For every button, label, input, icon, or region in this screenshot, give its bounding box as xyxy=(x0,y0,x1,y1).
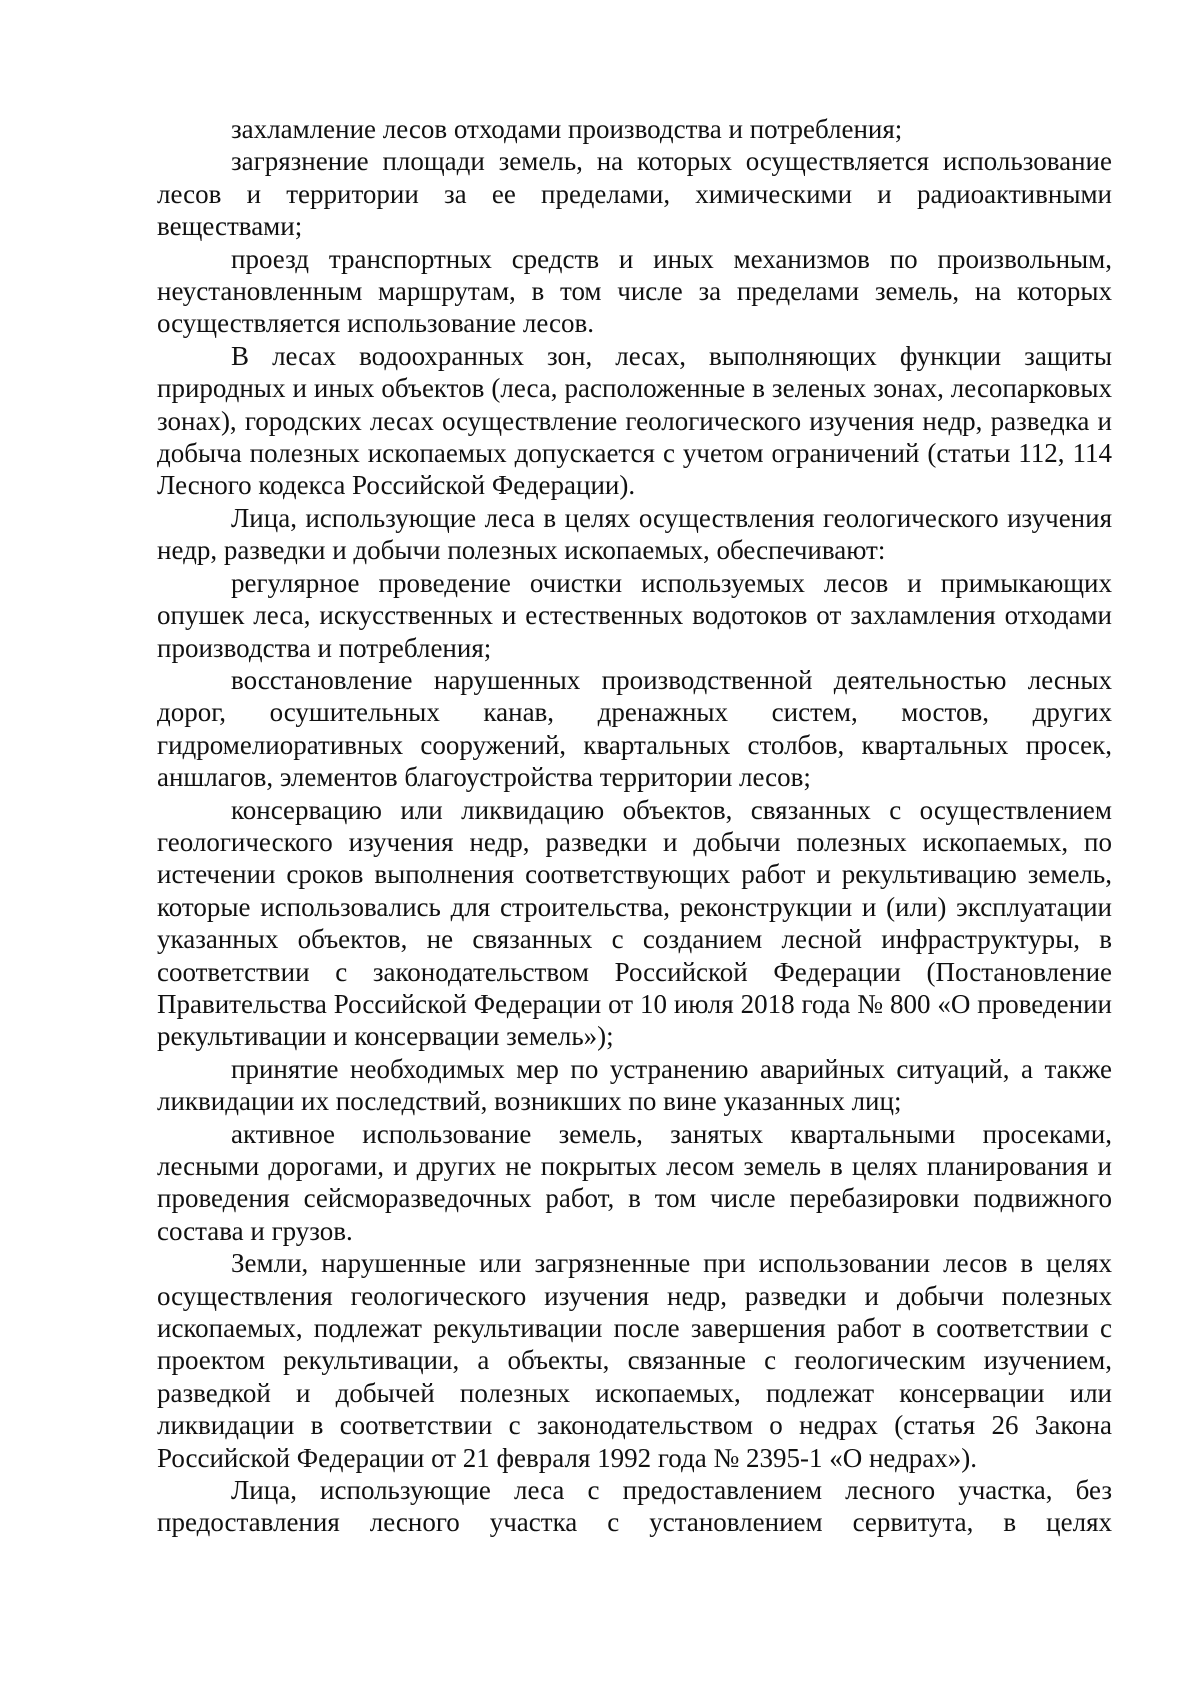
paragraph-persons-using-forests: Лица, использующие леса с предоставлением лесного участка, без предоставления лесного участка с установлением сервитута, в целях xyxy=(157,1475,1112,1538)
paragraph-protected-forests: В лесах водоохранных зон, лесах, выполняющих функции защиты природных и иных объектов (леса, расположенные в зеленых зонах, лесопарковых зонах), городских лесах осуществление геологического изучения недр, разведка и добыча полезных ископаемых допускается с учетом ограничений (статьи 112, 114 Лесного кодекса Российской Федерации). xyxy=(157,340,1112,501)
paragraph-restoration: восстановление нарушенных производственной деятельностью лесных дорог, осушительных канав, дренажных систем, мостов, других гидромелиоративных сооружений, квартальных столбов, квартальных просек, аншлагов, элементов благоустройства территории лесов; xyxy=(157,664,1112,793)
paragraph-obligations-intro: Лица, использующие леса в целях осуществления геологического изучения недр, разведки и добычи полезных ископаемых, обеспечивают: xyxy=(157,502,1112,566)
paragraph-littering: захламление лесов отходами производства и потребления; xyxy=(231,114,903,144)
paragraph-emergency-measures: принятие необходимых мер по устранению аварийных ситуаций, а также ликвидации их последствий, возникших по вине указанных лиц; xyxy=(157,1053,1112,1117)
paragraph-land-use-seismic: активное использование земель, занятых квартальными просеками, лесными дорогами, и других не покрытых лесом земель в целях планирования и проведения сейсморазведочных работ, в том числе перебазировки подвижного состава и грузов. xyxy=(157,1118,1112,1246)
paragraph-regular-cleaning: регулярное проведение очистки используемых лесов и примыкающих опушек леса, искусственных и естественных водотоков от захламления отходами производства и потребления; xyxy=(157,567,1112,663)
paragraph-recultivation: Земли, нарушенные или загрязненные при использовании лесов в целях осуществления геологического изучения недр, разведки и добычи полезных ископаемых, подлежат рекультивации после завершения работ в соответствии с проектом рекультивации, а объекты, связанные с геологическим изучением, разведкой и добычей полезных ископаемых, подлежат консервации или ликвидации в соответствии с законодательством о недрах (статья 26 Закона Российской Федерации от 21 февраля 1992 года № 2395-1 «О недрах»). xyxy=(157,1248,1112,1473)
document-page xyxy=(157,113,1112,1539)
paragraph-pollution: загрязнение площади земель, на которых осуществляется использование лесов и территории за ее пределами, химическими и радиоактивными веществами; xyxy=(157,146,1112,242)
paragraph-conservation-liquidation: консервацию или ликвидацию объектов, связанных с осуществлением геологического изучения недр, разведки и добычи полезных ископаемых, по истечении сроков выполнения соответствующих работ и рекультивацию земель, которые использовались для строительства, реконструкции и (или) эксплуатации указанных объектов, не связанных с созданием лесной инфраструктуры, в соответствии с законодательством Российской Федерации (Постановление Правительства Российской Федерации от 10 июля 2018 года № 800 «О проведении рекультивации и консервации земель»); xyxy=(157,794,1112,1052)
paragraph-vehicle-passage: проезд транспортных средств и иных механизмов по произвольным, неустановленным маршрутам, в том числе за пределами земель, на которых осуществляется использование лесов. xyxy=(157,243,1112,339)
